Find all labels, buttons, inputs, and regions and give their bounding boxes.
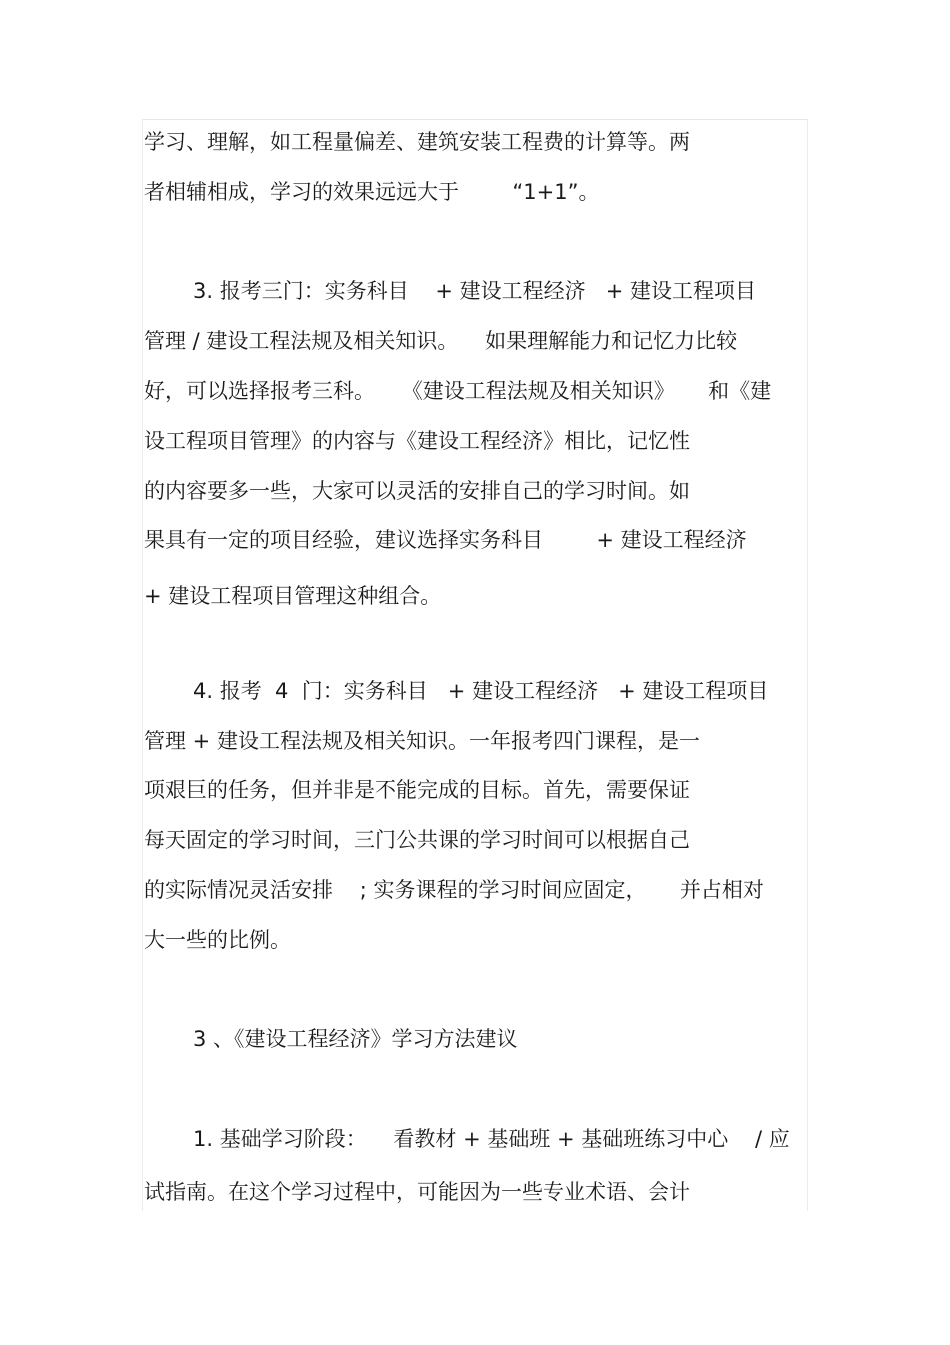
text-line: 大一些的比例。 [144,928,291,952]
text-line: 项艰巨的任务，但并非是不能完成的目标。首先，需要保证 [144,778,690,802]
text-line: 的实际情况灵活安排 ; 实务课程的学习时间应固定， 并占相对 [144,878,764,902]
paragraph-heading-four-subjects: 4. 报考 4 门：实务科目 + 建设工程经济 + 建设工程项目 [193,679,769,703]
text-line: 管理 + 建设工程法规及相关知识。一年报考四门课程，是一 [144,729,700,753]
text-line: 者相辅相成，学习的效果远远大于 “1+1”。 [144,180,600,204]
paragraph-heading-three-subjects: 3. 报考三门：实务科目 + 建设工程经济 + 建设工程项目 [193,279,756,303]
section-heading: 3 、《建设工程经济》学习方法建议 [193,1027,518,1051]
text-line: 每天固定的学习时间，三门公共课的学习时间可以根据自己 [144,828,690,852]
page-frame-left-edge [142,119,143,1211]
text-line: 管理 / 建设工程法规及相关知识。 如果理解能力和记忆力比较 [144,329,738,353]
text-line: 好，可以选择报考三科。 《建设工程法规及相关知识》 和《建 [144,379,772,403]
page-frame-right-edge [807,119,808,1211]
text-line: 设工程项目管理》的内容与《建设工程经济》相比，记忆性 [144,429,690,453]
page-frame-top-edge [142,119,808,120]
text-line: 学习、理解，如工程量偏差、建筑安装工程费的计算等。两 [144,130,690,154]
text-line: 果具有一定的项目经验，建议选择实务科目 + 建设工程经济 [144,528,747,552]
text-line: 试指南。在这个学习过程中，可能因为一些专业术语、会计 [144,1180,690,1204]
text-line: + 建设工程项目管理这种组合。 [144,584,442,608]
text-line: 的内容要多一些，大家可以灵活的安排自己的学习时间。如 [144,479,690,503]
paragraph-heading-basic-stage: 1. 基础学习阶段： 看教材 + 基础班 + 基础班练习中心 / 应 [193,1127,790,1151]
